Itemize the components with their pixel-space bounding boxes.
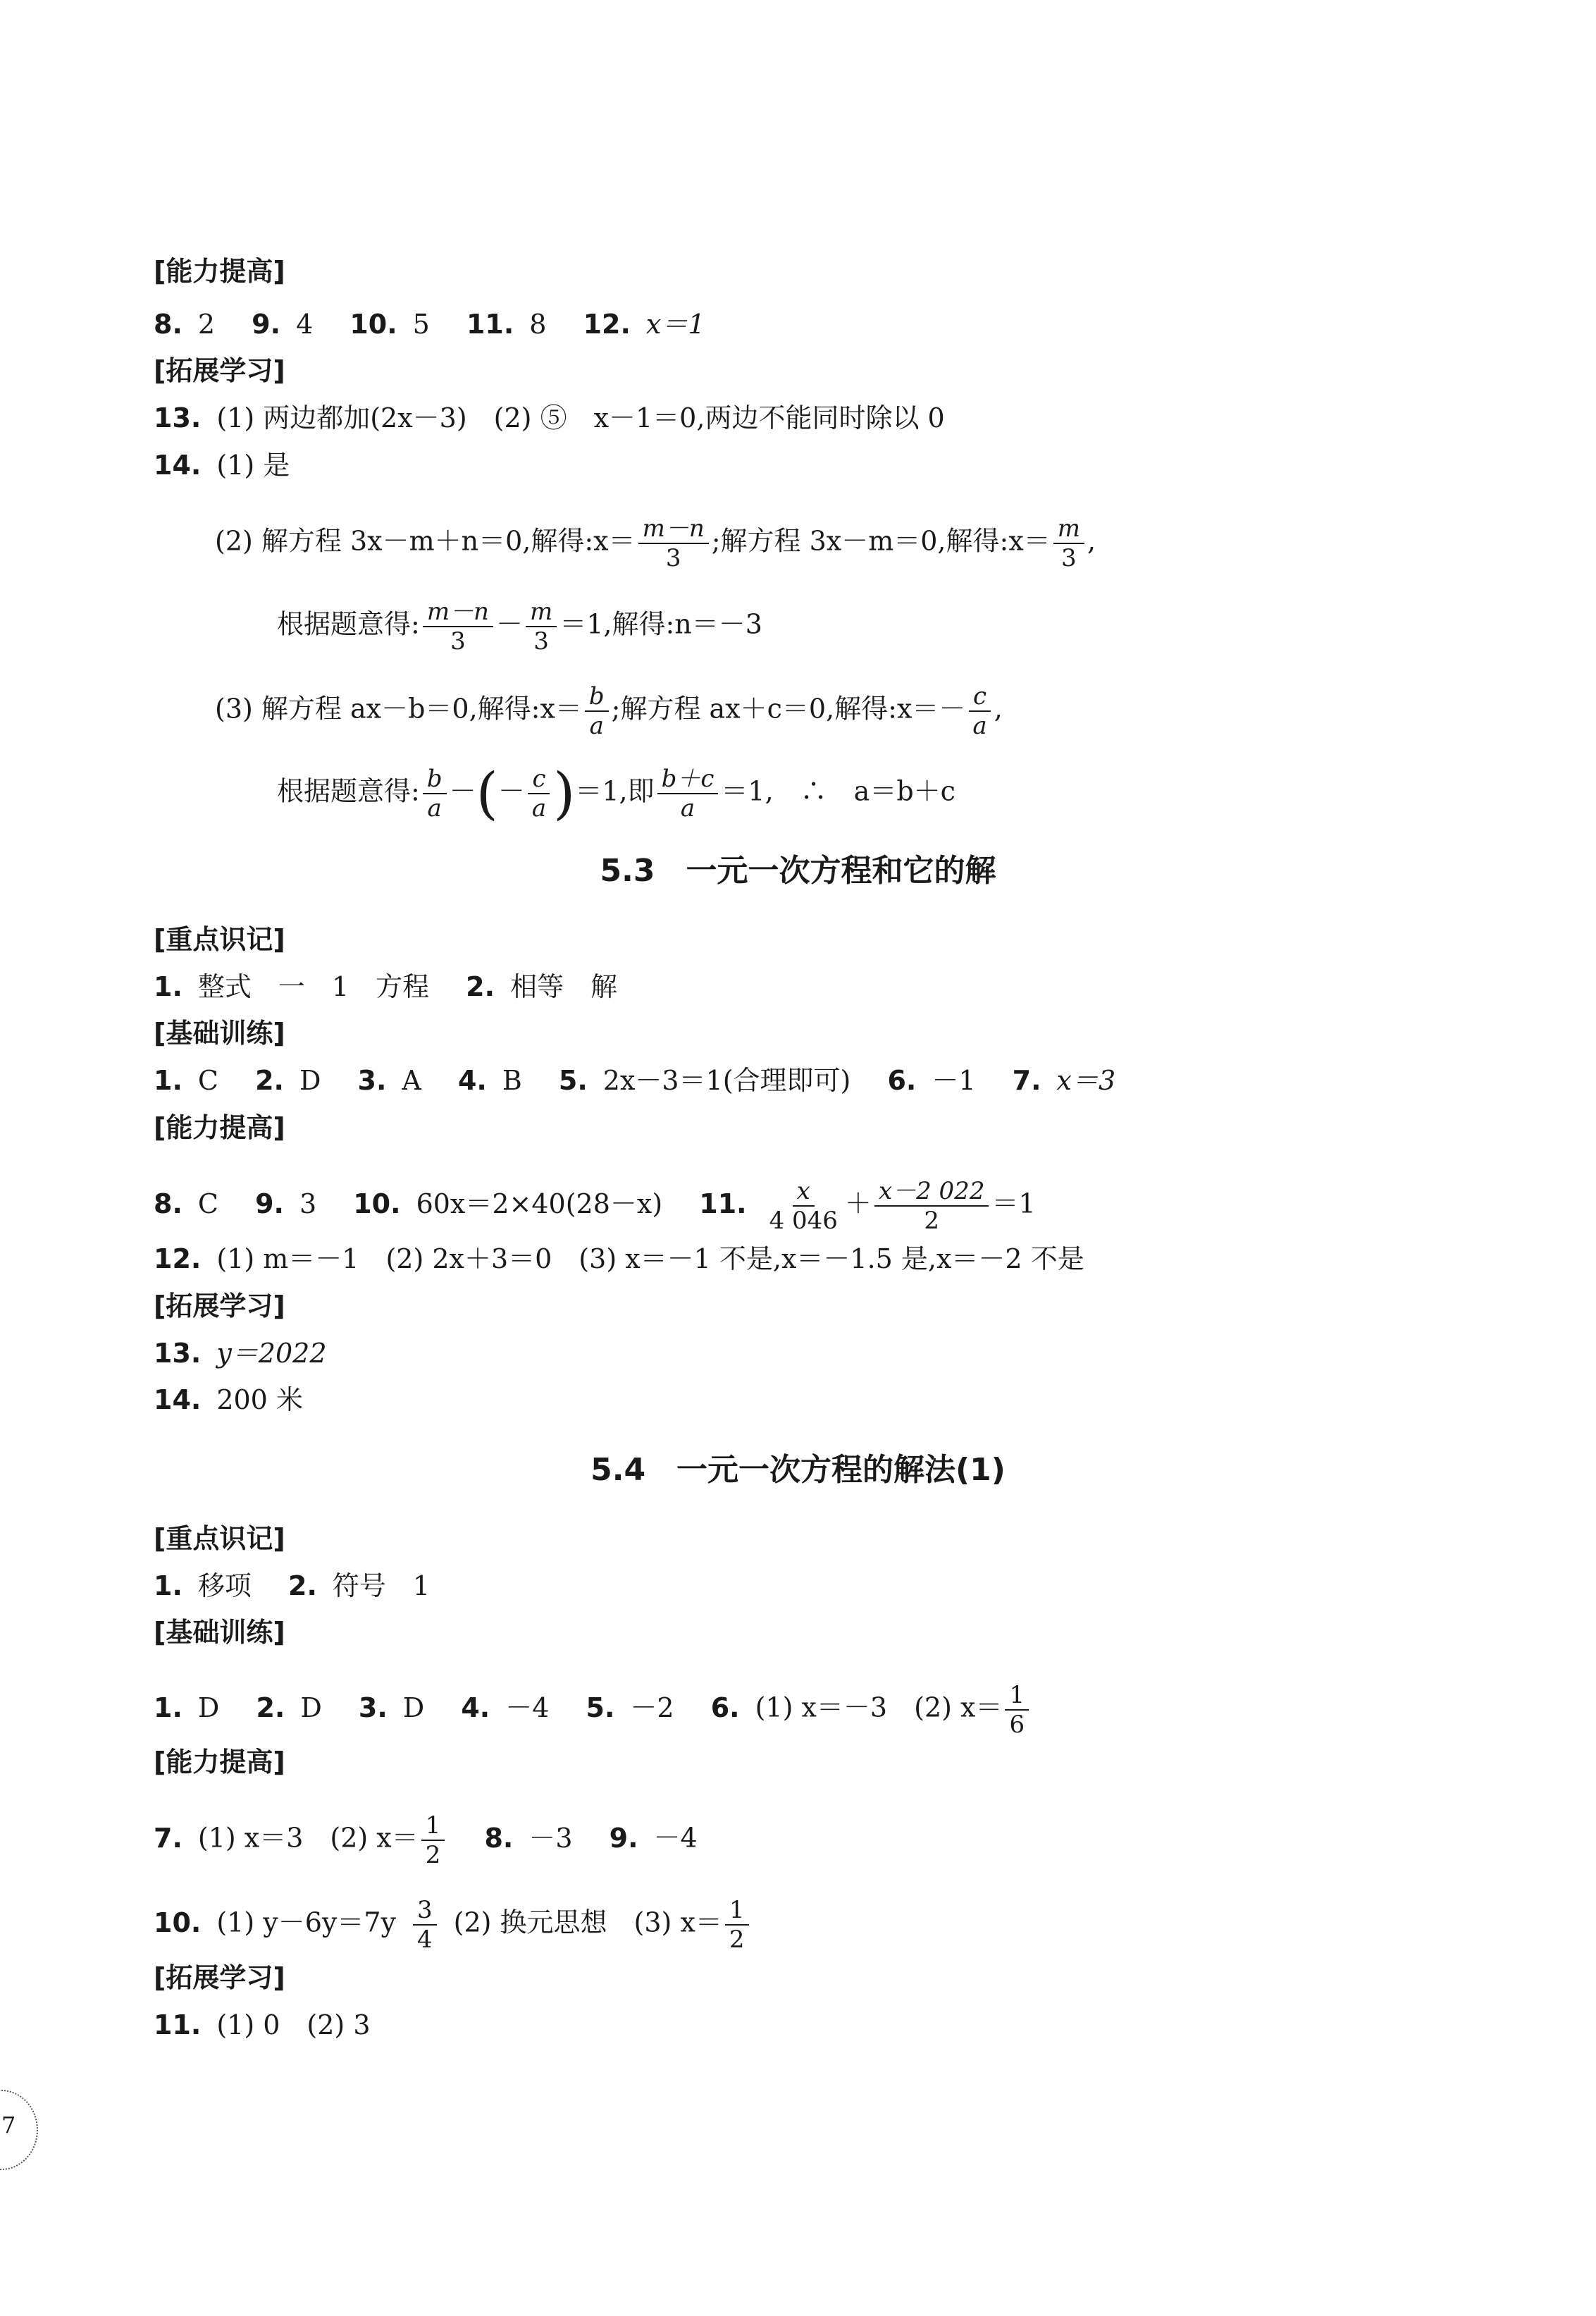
section-header-key-points: [重点识记]: [154, 1523, 285, 1554]
answers-8-12: 8. 2 9. 4 10. 5 11. 8 12. x＝1: [154, 309, 705, 340]
ability-answers: 7. (1) x＝3 (2) x＝ $\frac{1}{2}$ 8. －3 9. －4: [154, 1811, 698, 1869]
fraction: $\frac{b}{a}$: [423, 765, 447, 823]
section-header-ability: [能力提高]: [154, 1747, 285, 1778]
basic-training-answers: 1. C 2. D 3. A 4. B 5. 2x－3＝1(合理即可) 6. －1 7. x＝3: [154, 1065, 1116, 1096]
answer-13: 13. (1) 两边都加(2x－3) (2) ⑤ x－1＝0,两边不能同时除以 0: [154, 402, 945, 433]
fraction: $\frac{1}{2}$: [421, 1811, 445, 1869]
section-header-basic-training: [基础训练]: [154, 1018, 285, 1049]
fraction: $\frac{m}{3}$: [1053, 515, 1084, 572]
answer-14-part-2: (2) 解方程 3x－m＋n＝0,解得:x＝ $\frac{m-n}{3}$ ;解方程 3x－m＝0,解得:x＝ $\frac{m}{3}$ ,: [215, 515, 1096, 572]
answer-14-part-2-conclusion: 根据题意得: $\frac{m-n}{3}$ － $\frac{m}{3}$ ＝1,解得:n＝－3: [277, 598, 762, 655]
fraction: $\frac{c}{a}$: [528, 765, 550, 823]
key-points-answers: 1. 移项 2. 符号 1: [154, 1570, 431, 1601]
key-points-answers: 1. 整式 一 1 方程 2. 相等 解: [154, 971, 618, 1002]
ability-answers: 8. C 9. 3 10. 60x＝2×40(28－x) 11. $\frac{x}{4 046}$ ＋ $\frac{x-2 022}{2}$ ＝1: [154, 1177, 1036, 1235]
fraction: $\frac{b}{a}$: [585, 682, 609, 740]
fraction: $\frac{m-n}{3}$: [638, 515, 709, 572]
answer-14-part-3-conclusion: 根据题意得: $\frac{b}{a}$ －(－ $\frac{c}{a}$ )＝1,即 $\frac{b+c}{a}$ ＝1, ∴ a＝b＋c: [277, 760, 955, 826]
fraction: $\frac{b+c}{a}$: [657, 765, 719, 823]
fraction: $\frac{3}{4}$: [413, 1896, 437, 1954]
answer-14-part-3: (3) 解方程 ax－b＝0,解得:x＝ $\frac{b}{a}$ ;解方程 ax＋c＝0,解得:x＝－ $\frac{c}{a}$ ,: [215, 682, 1003, 740]
section-header-extension: [拓展学习]: [154, 1962, 285, 1993]
answer-12: 12. (1) m＝－1 (2) 2x＋3＝0 (3) x＝－1 不是,x＝－1.5 是,x＝－2 不是: [154, 1243, 1084, 1274]
section-title-5-3: 5.3 一元一次方程和它的解: [600, 853, 996, 889]
section-header-ability: [能力提高]: [154, 256, 285, 287]
fraction: $\frac{m-n}{3}$: [423, 598, 493, 655]
page-number: 7: [1, 2112, 16, 2138]
answer-13: 13. y＝2022: [154, 1338, 327, 1369]
fraction: $\frac{x-2 022}{2}$: [874, 1177, 989, 1235]
section-header-key-points: [重点识记]: [154, 924, 285, 955]
answer-14: 14. (1) 是: [154, 450, 290, 481]
answer-10: 10. (1) y－6y＝7y $\frac{3}{4}$ (2) 换元思想 (3) x＝ $\frac{1}{2}$: [154, 1896, 752, 1954]
answer-11: 11. (1) 0 (2) 3: [154, 2009, 371, 2040]
section-header-basic-training: [基础训练]: [154, 1617, 285, 1648]
section-header-ability: [能力提高]: [154, 1112, 285, 1143]
section-header-extension: [拓展学习]: [154, 1291, 285, 1322]
section-title-5-4: 5.4 一元一次方程的解法(1): [590, 1452, 1006, 1488]
fraction: $\frac{m}{3}$: [526, 598, 557, 655]
fraction: $\frac{1}{6}$: [1005, 1681, 1029, 1739]
fraction: $\frac{x}{4 046}$: [769, 1177, 838, 1235]
basic-training-answers: 1. D 2. D 3. D 4. －4 5. －2 6. (1) x＝－3 (2) x＝ $\frac{1}{6}$: [154, 1681, 1032, 1739]
fraction: $\frac{1}{2}$: [725, 1896, 749, 1954]
section-header-extension: [拓展学习]: [154, 355, 285, 386]
answer-14: 14. 200 米: [154, 1384, 303, 1415]
fraction: $\frac{c}{a}$: [968, 682, 991, 740]
